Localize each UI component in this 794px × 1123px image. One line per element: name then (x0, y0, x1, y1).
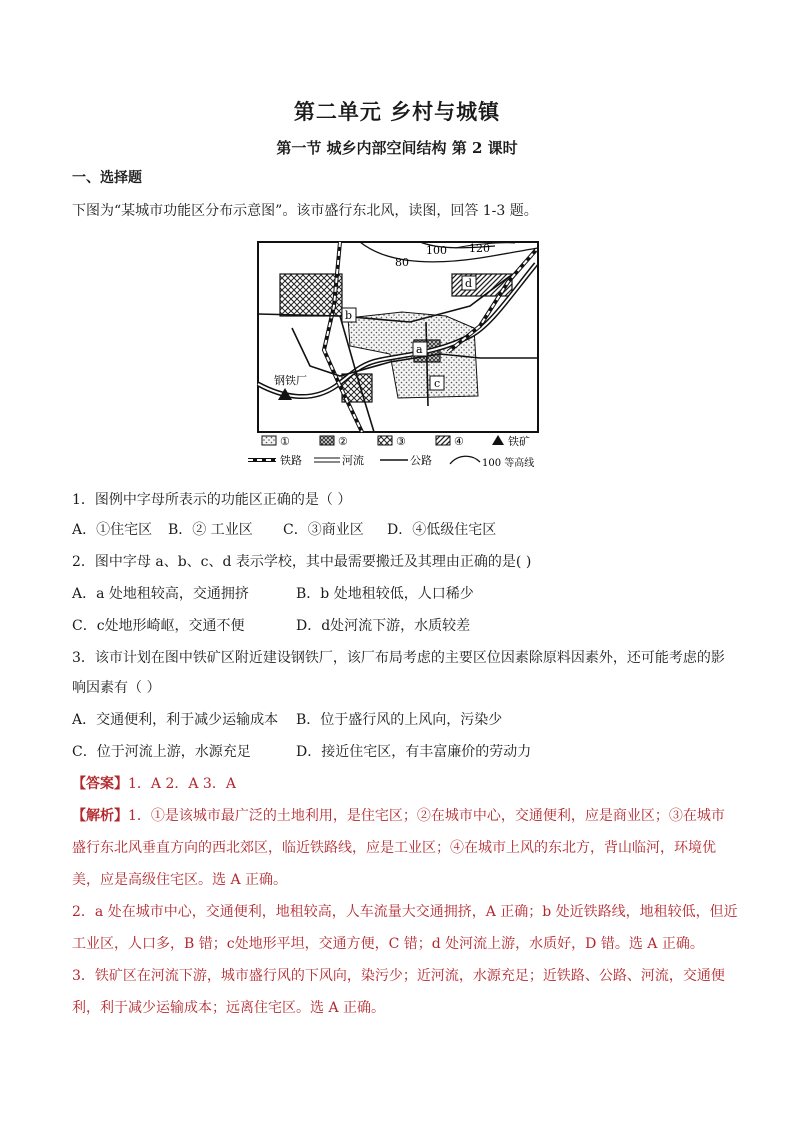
svg-text:②: ② (338, 435, 348, 448)
question-intro: 下图为“某城市功能区分布示意图”。该市盛行东北风，读图，回答 1-3 题。 (72, 203, 538, 219)
q3-option-a[interactable]: A．交通便利，利于减少运输成本 (72, 712, 279, 728)
svg-text:河流: 河流 (342, 454, 364, 467)
question-2-options-row1 (72, 584, 474, 604)
q2-option-c[interactable]: C．c处地形崎岖，交通不便 (72, 618, 245, 634)
question-1-options (72, 520, 496, 540)
q2-option-d[interactable]: D．d处河流下游，水质较差 (296, 618, 471, 634)
contour-label-80: 80 (395, 256, 409, 269)
steel-plant-label: 钢铁厂 (274, 374, 307, 387)
q3-option-d[interactable]: D．接近住宅区，有丰富廉价的劳动力 (296, 744, 532, 760)
analysis-line-1: 【解析】1．①是该城市最广泛的土地利用，是住宅区；②在城市中心，交通便利，应是商业区；③在城市 (72, 808, 725, 824)
question-2-stem: 2．图中字母 a、b、c、d 表示学校，其中最需要搬迁及其理由正确的是( ) (72, 554, 532, 570)
contour-label-120: 120 (469, 242, 490, 255)
question-1-stem: 1．图例中字母所表示的功能区正确的是（ ） (72, 492, 352, 508)
question-2-options-row2 (72, 616, 470, 636)
area-c-text: c (434, 377, 441, 390)
answer-text: 1．A 2．A 3．A (128, 776, 236, 792)
svg-text:①: ① (280, 435, 290, 448)
question-3-options-row2 (72, 742, 531, 762)
analysis-tag: 【解析】 (72, 808, 128, 824)
area-a-text: a (416, 343, 423, 356)
analysis-line-5: 工业区，人口多，B 错；c处地形平坦，交通方便，C 错；d 处河流上游，水质好，D 错。选 A 正确。 (72, 936, 704, 952)
area-d-text: d (465, 277, 473, 290)
question-3-options-row1 (72, 710, 502, 730)
svg-text:铁路: 铁路 (280, 454, 302, 467)
section-heading: 一、选择题 (72, 170, 142, 186)
analysis-line-7: 利，利于减少运输成本；远离住宅区。选 A 正确。 (72, 1000, 386, 1016)
svg-text:③: ③ (396, 435, 406, 448)
answer-tag: 【答案】 (72, 776, 128, 792)
question-3-stem-line1: 3．该市计划在图中铁矿区附近建设钢铁厂，该厂布局考虑的主要区位因素除原料因素外，还可能考虑的影 (72, 650, 725, 666)
q1-option-a[interactable]: A．①住宅区 (72, 522, 153, 538)
q1-option-c[interactable]: C．③商业区 (283, 522, 364, 538)
section-subtitle: 第一节 城乡内部空间结构 第 2 课时 (276, 139, 518, 157)
page-title: 第二单元 乡村与城镇 (293, 99, 501, 124)
q1-option-d[interactable]: D．④低级住宅区 (387, 522, 497, 538)
analysis-line-2: 盛行东北风垂直方向的西北郊区，临近铁路线，应是工业区；④在城市上风的东北方，背山临河，环境优 (72, 840, 716, 856)
svg-text:公路: 公路 (410, 454, 432, 467)
q3-option-b[interactable]: B．位于盛行风的上风向，污染少 (296, 712, 503, 728)
map-legend (248, 434, 534, 469)
analysis-line-6: 3．铁矿区在河流下游，城市盛行风的下风向，染污少；近河流，水源充足；近铁路、公路、河流，交通便 (72, 968, 725, 984)
svg-text:④: ④ (454, 435, 464, 448)
svg-text:铁矿: 铁矿 (508, 435, 530, 448)
city-function-map (240, 236, 550, 472)
q2-option-b[interactable]: B．b 处地租较低，人口稀少 (296, 586, 474, 602)
analysis-line-3: 美，应是高级住宅区。选 A 正确。 (72, 872, 288, 888)
q1-option-b[interactable]: B．② 工业区 (168, 522, 253, 538)
q3-option-c[interactable]: C．位于河流上游，水源充足 (72, 744, 251, 760)
analysis-line-4: 2．a 处在城市中心，交通便利，地租较高，人车流量大交通拥挤，A 正确；b 处近铁路线，地租较低，但近 (72, 904, 738, 920)
contour-label-100: 100 (426, 244, 447, 257)
area-b-text: b (345, 309, 353, 322)
answer-line (72, 774, 236, 794)
svg-text:100 等高线: 100 等高线 (482, 458, 535, 469)
question-3-stem-line2: 响因素有（ ） (72, 680, 161, 696)
q2-option-a[interactable]: A．a 处地租较高，交通拥挤 (72, 586, 249, 602)
